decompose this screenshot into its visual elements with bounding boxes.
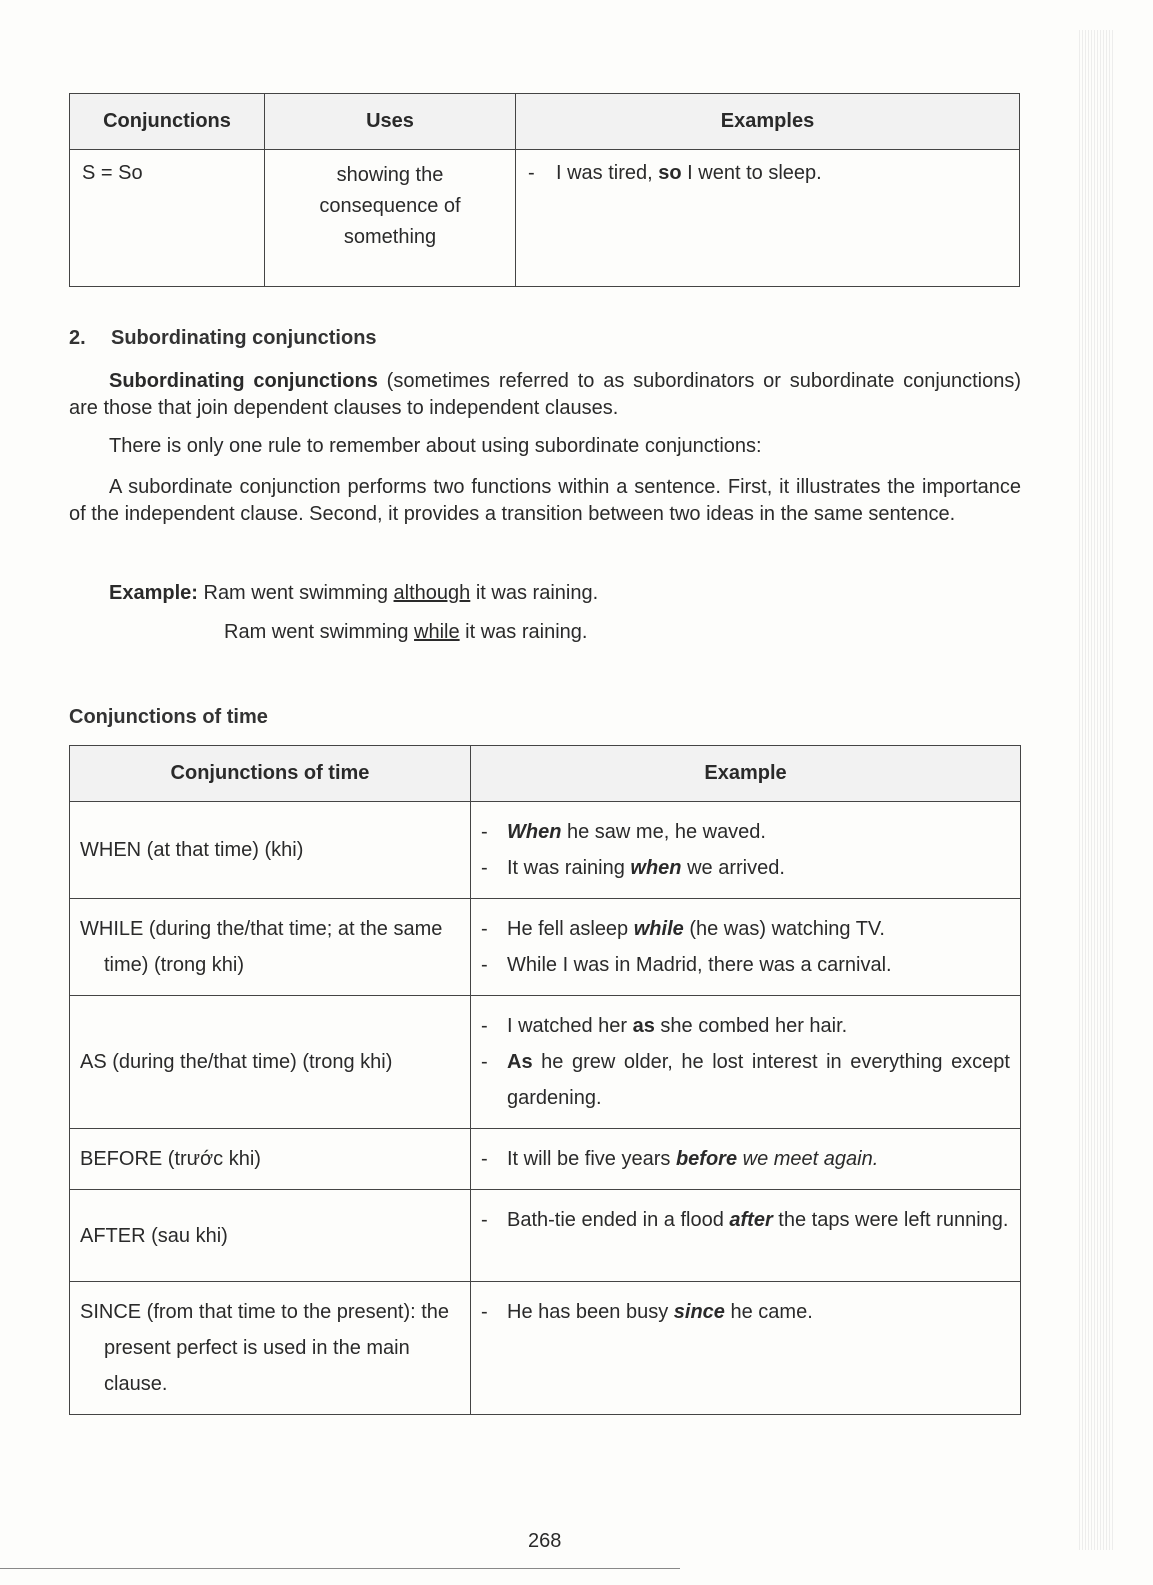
example-text: Bath-tie ended in a flood — [507, 1209, 730, 1231]
example-cell — [471, 802, 1021, 899]
underlined-conjunction: while — [414, 621, 460, 643]
dash: - — [481, 918, 488, 940]
example-cell — [471, 1190, 1021, 1282]
example-text: It was raining — [507, 857, 631, 879]
section-number: 2. — [69, 327, 86, 349]
example-cell — [471, 899, 1021, 996]
example-line — [481, 1294, 1010, 1330]
example-cell — [471, 1129, 1021, 1190]
header-uses: Uses — [265, 94, 516, 150]
header-conjunctions: Conjunctions — [70, 94, 265, 150]
dash: - — [481, 857, 488, 879]
example-cell — [516, 150, 1020, 287]
example-line — [481, 814, 1010, 850]
conjunction-cell: WHEN (at that time) (khi) — [70, 802, 471, 899]
header-examples: Examples — [516, 94, 1020, 150]
example-bold: so — [658, 162, 682, 184]
example-line — [481, 1008, 1010, 1044]
example-cell — [471, 1282, 1021, 1415]
dash: - — [481, 1148, 488, 1170]
example-text: I went to sleep. — [681, 162, 822, 184]
example-label: Example: — [109, 582, 198, 604]
conjunction-bold: when — [630, 857, 682, 879]
dash: - — [481, 1301, 488, 1323]
conjunctions-of-time-table — [69, 745, 1021, 1415]
example-text: the taps were left running. — [772, 1209, 1009, 1231]
conjunction-cell: AFTER (sau khi) — [70, 1190, 471, 1282]
example-line — [481, 947, 1010, 983]
dash: - — [481, 1209, 488, 1231]
paragraph-functions: A subordinate conjunction performs two functions within a sentence. First, it illustrates the importance of the independent clause. Second, it provides a transition between two ideas in the same sentence. — [69, 476, 1021, 525]
example-line-1 — [109, 580, 598, 607]
conjunction-cell: S = So — [70, 150, 265, 287]
conjunction-bold: since — [673, 1301, 725, 1323]
dash: - — [481, 821, 488, 843]
conjunction-bold: before — [675, 1148, 738, 1170]
table-row — [70, 1282, 1021, 1415]
example-text: Ram went swimming — [197, 582, 394, 604]
table-row — [70, 996, 1021, 1129]
time-section-heading: Conjunctions of time — [69, 706, 268, 728]
example-text: I watched her — [507, 1015, 633, 1037]
example-text: (he was) watching TV. — [683, 918, 885, 940]
example-text: He has been busy — [507, 1301, 674, 1323]
dash: - — [528, 162, 535, 184]
example-text: While I was in Madrid, there was a carnival. — [507, 954, 892, 976]
example-text: he grew older, he lost interest in everything except gardening. — [507, 1051, 1010, 1109]
example-text: Ram went swimming — [224, 621, 415, 643]
conjunction-cell: WHILE (during the/that time; at the same time) (trong khi) — [70, 899, 471, 996]
example-cell — [471, 996, 1021, 1129]
use-cell: showing the consequence of something — [265, 150, 516, 287]
example-line — [481, 1202, 1010, 1238]
page-number: 268 — [528, 1530, 562, 1552]
conjunction-bold: When — [507, 821, 562, 843]
term-bold: Subordinating conjunctions — [109, 370, 378, 392]
conjunction-bold: while — [633, 918, 684, 940]
conjunction-cell: SINCE (from that time to the present): the present perfect is used in the main clause. — [70, 1282, 471, 1415]
table-row — [70, 1190, 1021, 1282]
dash: - — [481, 954, 488, 976]
example-text: it was raining. — [459, 621, 588, 643]
paragraph-text: (sometimes referred to as subordinators or subordinate conjunctions) are those that join dependent clauses to independent clauses. — [69, 370, 1021, 419]
scan-bottom-line — [0, 1568, 680, 1569]
example-line — [481, 850, 1010, 886]
conjunction-cell: BEFORE (trước khi) — [70, 1129, 471, 1190]
example-line — [481, 911, 1010, 947]
example-line — [481, 1044, 1010, 1116]
header-conjunctions-of-time: Conjunctions of time — [70, 746, 471, 802]
example-text: It will be five years — [507, 1148, 676, 1170]
table-row — [70, 150, 1020, 287]
table-row — [70, 899, 1021, 996]
section-title: Subordinating conjunctions — [111, 327, 377, 349]
paragraph-rule: There is only one rule to remember about using subordinate conjunctions: — [109, 435, 762, 457]
table-row — [70, 1129, 1021, 1190]
table-header-row — [70, 746, 1021, 802]
example-text: she combed her hair. — [654, 1015, 848, 1037]
section-heading — [69, 325, 377, 352]
example-text: we arrived. — [681, 857, 785, 879]
dash: - — [481, 1015, 488, 1037]
table-row — [70, 802, 1021, 899]
example-text: it was raining. — [470, 582, 599, 604]
example-line — [481, 1141, 1010, 1177]
example-text: he came. — [724, 1301, 813, 1323]
conjunction-cell: AS (during the/that time) (trong khi) — [70, 996, 471, 1129]
dash: - — [481, 1051, 488, 1073]
example-line-2 — [224, 619, 587, 646]
example-text: he saw me, he waved. — [561, 821, 766, 843]
example-text-italic: we meet again. — [737, 1148, 879, 1170]
conjunction-bold: As — [507, 1051, 533, 1073]
conjunction-bold: after — [729, 1209, 773, 1231]
coordinating-conjunctions-table — [69, 93, 1020, 287]
table-header-row — [70, 94, 1020, 150]
scan-edge-shadow — [1079, 30, 1113, 1550]
example-text: I was tired, — [556, 162, 659, 184]
conjunction-bold: as — [632, 1015, 655, 1037]
example-text: He fell asleep — [507, 918, 634, 940]
paragraph-definition — [69, 368, 1021, 422]
underlined-conjunction: although — [393, 582, 471, 604]
header-example: Example — [471, 746, 1021, 802]
